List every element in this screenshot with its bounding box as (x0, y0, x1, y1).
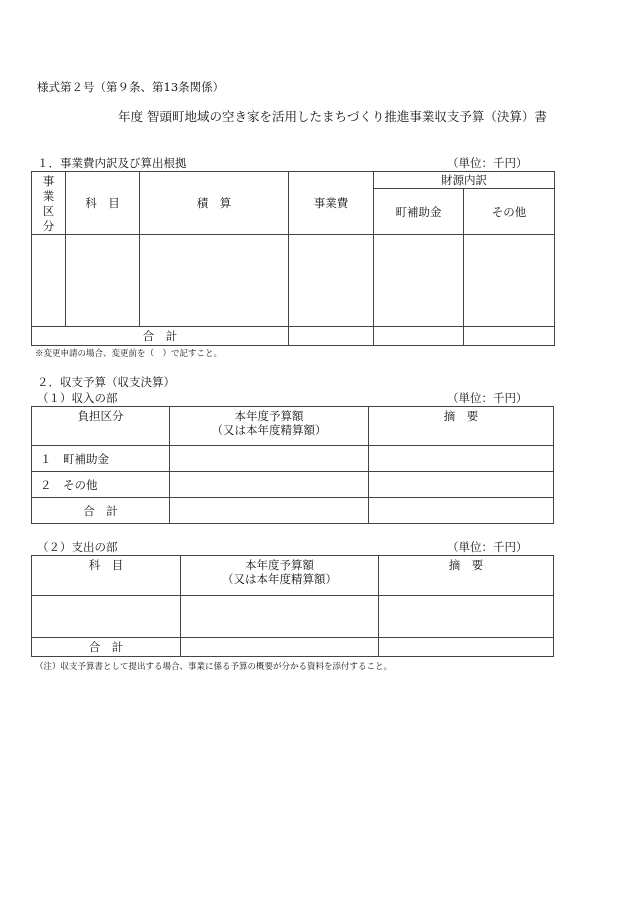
header-item: 科 目 (32, 556, 181, 596)
total-label: 合 計 (32, 498, 170, 524)
section2-note: （注）収支予算書として提出する場合、事業に係る予算の概要が分かる資料を添付すること。 (35, 662, 393, 672)
income-heading: （１）収入の部 (37, 391, 118, 405)
cell[interactable] (32, 235, 66, 327)
cell[interactable] (374, 235, 464, 327)
header-cost: 事業費 (289, 172, 374, 235)
header-town-subsidy: 町補助金 (374, 189, 464, 235)
cell[interactable] (369, 472, 554, 498)
expense-heading: （２）支出の部 (37, 540, 118, 554)
cell[interactable] (181, 638, 379, 657)
income-unit: （単位：千円） (447, 391, 528, 405)
table-row (32, 235, 555, 327)
section1-unit: （単位：千円） (447, 156, 528, 170)
header-budget: 本年度予算額 （又は本年度精算額） (170, 407, 369, 446)
cell[interactable] (379, 638, 554, 657)
cell[interactable] (379, 596, 554, 638)
table-row (32, 446, 554, 472)
table-row (32, 596, 554, 638)
table-row (32, 472, 554, 498)
header-remarks: 摘 要 (369, 407, 554, 446)
income-table (31, 406, 554, 524)
cell[interactable] (170, 498, 369, 524)
cell[interactable] (369, 446, 554, 472)
total-row (32, 638, 554, 657)
form-number: 様式第２号（第９条、第13条関係） (37, 80, 225, 94)
expense-unit: （単位：千円） (447, 540, 528, 554)
cell[interactable] (369, 498, 554, 524)
header-other: その他 (464, 189, 555, 235)
cost-breakdown-table (31, 171, 555, 346)
section1-heading: １．事業費内訳及び算出根拠 (37, 156, 187, 170)
cell[interactable] (181, 596, 379, 638)
total-label: 合 計 (32, 327, 289, 346)
header-funding: 財源内訳 (374, 172, 555, 189)
header-category: 事 業 区 分 (32, 172, 66, 235)
section1-note: ※変更申請の場合、変更前を（ ）で記すこと。 (35, 349, 223, 359)
header-item: 科 目 (66, 172, 140, 235)
total-row (32, 498, 554, 524)
cell[interactable] (464, 327, 555, 346)
row-label: ２ その他 (32, 472, 170, 498)
header-burden: 負担区分 (32, 407, 170, 446)
total-label: 合 計 (32, 638, 181, 657)
cell[interactable] (170, 472, 369, 498)
cell[interactable] (32, 596, 181, 638)
header-budget: 本年度予算額 （又は本年度精算額） (181, 556, 379, 596)
cell[interactable] (140, 235, 289, 327)
cell[interactable] (374, 327, 464, 346)
cell[interactable] (66, 235, 140, 327)
document-title: 年度 智頭町地域の空き家を活用したまちづくり推進事業収支予算（決算）書 (118, 109, 547, 124)
cell[interactable] (464, 235, 555, 327)
expense-table (31, 555, 554, 657)
cell[interactable] (289, 235, 374, 327)
section2-heading: ２．収支予算（収支決算） (37, 375, 175, 389)
cell[interactable] (170, 446, 369, 472)
header-calc: 積 算 (140, 172, 289, 235)
cell[interactable] (289, 327, 374, 346)
header-remarks: 摘 要 (379, 556, 554, 596)
total-row (32, 327, 555, 346)
row-label: １ 町補助金 (32, 446, 170, 472)
